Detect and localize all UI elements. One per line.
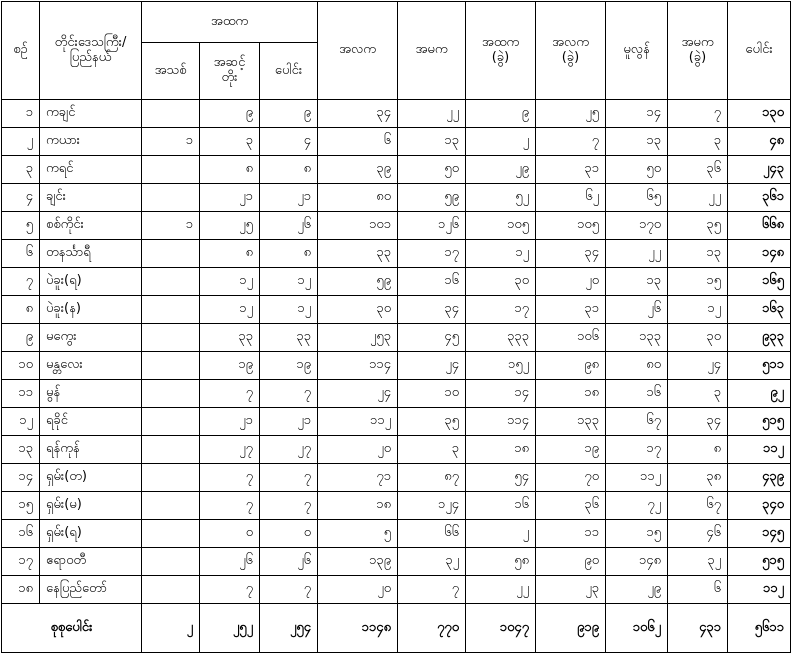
table-cell: ၂၅၃ <box>318 324 398 352</box>
table-cell: ၃ <box>398 436 466 464</box>
total-cell: ၄၃၁ <box>668 604 728 653</box>
table-cell: ၁၃၉ <box>318 548 398 576</box>
table-cell: ၇ <box>668 100 728 128</box>
table-cell <box>142 492 200 520</box>
table-cell: ၂၇ <box>200 436 260 464</box>
header-col: ပေါင်း <box>728 2 791 100</box>
row-number: ၅ <box>2 212 40 240</box>
row-number: ၁၀ <box>2 352 40 380</box>
table-cell: ၄ <box>260 128 318 156</box>
table-cell: ၃၃ <box>260 324 318 352</box>
table-row <box>2 492 791 520</box>
table-cell: ၁၄ <box>606 100 668 128</box>
header-sub: အဆင့်တိုး <box>200 43 260 100</box>
region-name: မန္တလေး <box>40 352 142 380</box>
table-cell: ၃၆ <box>668 156 728 184</box>
row-total-cell: ၁၄၈ <box>728 240 791 268</box>
table-cell: ၃၄ <box>398 296 466 324</box>
table-cell <box>142 408 200 436</box>
row-number: ၉ <box>2 324 40 352</box>
table-cell: ၁၉ <box>200 352 260 380</box>
table-cell: ၁၈ <box>318 492 398 520</box>
region-name: ရှမ်း(တ) <box>40 464 142 492</box>
row-number: ၁၈ <box>2 576 40 604</box>
table-cell: ၁၈ <box>466 436 536 464</box>
region-name: စစ်ကိုင်း <box>40 212 142 240</box>
table-cell: ၁၇ <box>606 436 668 464</box>
table-cell: ၁၃၃ <box>536 408 606 436</box>
table-cell: ၈ <box>200 156 260 184</box>
table-cell: ၈ <box>260 240 318 268</box>
table-cell: ၉၈ <box>536 352 606 380</box>
table-cell: ၃၈ <box>668 464 728 492</box>
total-cell: ၁၀၄၇ <box>466 604 536 653</box>
table-cell: ၅၄ <box>466 464 536 492</box>
table-cell: ၃၁ <box>536 296 606 324</box>
table-cell: ၃၄ <box>318 100 398 128</box>
table-cell <box>142 184 200 212</box>
row-number: ၆ <box>2 240 40 268</box>
row-total-cell: ၁၆၅ <box>728 268 791 296</box>
header-group: အထက <box>142 2 318 43</box>
table-cell: ၃၃ <box>200 324 260 352</box>
row-total-cell: ၁၁၂ <box>728 576 791 604</box>
table-header <box>2 2 791 100</box>
table-cell: ၁၆ <box>606 380 668 408</box>
row-total-cell: ၁၄၅ <box>728 520 791 548</box>
table-cell: ၅၂ <box>466 184 536 212</box>
row-total-cell: ၂၄၃ <box>728 156 791 184</box>
total-cell: ၇၇၀ <box>398 604 466 653</box>
table-cell: ၂၁ <box>260 184 318 212</box>
table-body <box>2 100 791 653</box>
table-cell: ၂ <box>466 128 536 156</box>
table-cell: ၁၈ <box>536 380 606 408</box>
region-name: မကွေး <box>40 324 142 352</box>
table-cell: ၇၁ <box>318 464 398 492</box>
row-number: ၁၁ <box>2 380 40 408</box>
region-name: ပဲခူး(ရ) <box>40 268 142 296</box>
table-cell: ၈ <box>260 156 318 184</box>
table-cell: ၁၂ <box>260 268 318 296</box>
table-cell: ၃ <box>200 128 260 156</box>
region-name: ကရင် <box>40 156 142 184</box>
table-cell: ၈၇ <box>398 464 466 492</box>
table-row <box>2 436 791 464</box>
table-cell: ၆၇ <box>606 408 668 436</box>
region-name: ပဲခူး(န) <box>40 296 142 324</box>
header-col: မူလွန် <box>606 2 668 100</box>
table-cell: ၇ <box>260 464 318 492</box>
table-cell: ၇ <box>536 128 606 156</box>
table-cell: ၃၁ <box>536 156 606 184</box>
table-row <box>2 212 791 240</box>
table-cell: ၂၉ <box>466 156 536 184</box>
table-cell: ၇ <box>200 464 260 492</box>
table-cell: ၁၀၅ <box>466 212 536 240</box>
header-col: အမက <box>398 2 466 100</box>
table-cell: ၂၀ <box>318 576 398 604</box>
table-cell: ၁၇၀ <box>606 212 668 240</box>
table-cell: ၂၃ <box>536 576 606 604</box>
table-row <box>2 296 791 324</box>
table-cell: ၇ <box>200 492 260 520</box>
table-cell: ၃ <box>668 380 728 408</box>
row-total-cell: ၅၁၅ <box>728 408 791 436</box>
table-cell: ၂၄ <box>318 380 398 408</box>
table-cell: ၃၅ <box>668 212 728 240</box>
table-cell <box>142 436 200 464</box>
table-cell: ၂၁ <box>200 184 260 212</box>
row-total-cell: ၆၆၈ <box>728 212 791 240</box>
table-cell: ၇၂ <box>606 492 668 520</box>
table-cell: ၃၄ <box>536 240 606 268</box>
table-cell: ၅၈ <box>466 548 536 576</box>
total-row <box>2 604 791 653</box>
table-cell: ၉ <box>200 100 260 128</box>
table-cell: ၁၃ <box>606 268 668 296</box>
row-total-cell: ၃၄၀ <box>728 492 791 520</box>
table-cell: ၁၁၄ <box>466 408 536 436</box>
table-row <box>2 352 791 380</box>
row-total-cell: ၄၃၉ <box>728 464 791 492</box>
table-cell: ၃ <box>668 128 728 156</box>
row-number: ၁၇ <box>2 548 40 576</box>
table-cell: ၃၀ <box>318 296 398 324</box>
table-cell: ၂၆ <box>606 296 668 324</box>
table-cell: ၂၆ <box>200 548 260 576</box>
table-cell: ၁၀ <box>398 380 466 408</box>
header-sub: ပေါင်း <box>260 43 318 100</box>
table-cell: ၂၂ <box>606 240 668 268</box>
row-number: ၁၄ <box>2 464 40 492</box>
header-col: အထက (ခွဲ) <box>466 2 536 100</box>
table-cell <box>142 240 200 268</box>
table-cell: ၁ <box>142 128 200 156</box>
table-cell: ၁၅၂ <box>466 352 536 380</box>
header-no: စဉ် <box>2 2 40 100</box>
header-col: အလက (ခွဲ) <box>536 2 606 100</box>
region-name: ဧရာဝတီ <box>40 548 142 576</box>
table-cell: ၁၀၁ <box>318 212 398 240</box>
table-cell: ၁၄ <box>466 380 536 408</box>
table-row <box>2 184 791 212</box>
table-cell: ၈၀ <box>606 352 668 380</box>
table-cell: ၁၂၆ <box>398 212 466 240</box>
table-cell: ၁၄၈ <box>606 548 668 576</box>
table-cell: ၃၉ <box>318 156 398 184</box>
table-cell: ၁၀၆ <box>536 324 606 352</box>
row-number: ၈ <box>2 296 40 324</box>
table-cell: ၁၆ <box>466 492 536 520</box>
table-cell: ၂၄ <box>668 352 728 380</box>
table-cell: ၉ <box>466 100 536 128</box>
header-region: တိုင်းဒေသကြီး/ ပြည်နယ် <box>40 2 142 100</box>
region-name: ချင်း <box>40 184 142 212</box>
total-cell: ၉၁၉ <box>536 604 606 653</box>
table-cell <box>142 156 200 184</box>
row-total-cell: ၉၃၃ <box>728 324 791 352</box>
table-cell <box>142 352 200 380</box>
row-total-cell: ၉၂ <box>728 380 791 408</box>
table-cell: ၁၂ <box>668 296 728 324</box>
region-name: ရန်ကုန် <box>40 436 142 464</box>
row-number: ၁၃ <box>2 436 40 464</box>
table-cell <box>142 324 200 352</box>
table-cell: ၁၇ <box>398 240 466 268</box>
region-name: တနင်္သာရီ <box>40 240 142 268</box>
table-cell: ၆ <box>668 576 728 604</box>
table-cell: ၃၅ <box>398 408 466 436</box>
header-col: အလက <box>318 2 398 100</box>
table-cell: ၃၂ <box>668 548 728 576</box>
table-cell: ၁၂၄ <box>398 492 466 520</box>
header-col: အမက (ခွဲ) <box>668 2 728 100</box>
table-row <box>2 268 791 296</box>
table-cell: ၂၅ <box>536 100 606 128</box>
table-cell: ၁၁၄ <box>318 352 398 380</box>
region-name: ရှမ်း(မ) <box>40 492 142 520</box>
row-total-cell: ၁၁၂ <box>728 436 791 464</box>
table-cell <box>142 520 200 548</box>
region-name: ရှမ်း(ရ) <box>40 520 142 548</box>
region-name: မွန် <box>40 380 142 408</box>
row-number: ၁ <box>2 100 40 128</box>
row-total-cell: ၃၆၁ <box>728 184 791 212</box>
row-number: ၃ <box>2 156 40 184</box>
table-cell: ၄၅ <box>398 324 466 352</box>
table-cell: ၂၂ <box>668 184 728 212</box>
table-row <box>2 576 791 604</box>
table-cell: ၅ <box>318 520 398 548</box>
table-cell: ၂၆ <box>260 212 318 240</box>
table-cell: ၁၂ <box>200 296 260 324</box>
total-cell: ၅၆၁၁ <box>728 604 791 653</box>
table-cell: ၅၀ <box>398 156 466 184</box>
table-cell: ၅၉ <box>398 184 466 212</box>
region-name: ကချင် <box>40 100 142 128</box>
region-name: နေပြည်တော် <box>40 576 142 604</box>
row-number: ၁၆ <box>2 520 40 548</box>
table-cell: ၇ <box>398 576 466 604</box>
table-cell: ၁၅ <box>606 520 668 548</box>
table-cell: ၅၀ <box>606 156 668 184</box>
table-cell <box>142 548 200 576</box>
table-cell: ၁၉ <box>260 352 318 380</box>
table-cell: ၉၀ <box>536 548 606 576</box>
table-cell: ၀ <box>200 520 260 548</box>
table-cell: ၂၂ <box>466 576 536 604</box>
table-cell: ၁၁၂ <box>606 464 668 492</box>
table-cell: ၃၄ <box>668 408 728 436</box>
table-cell: ၄၆ <box>668 520 728 548</box>
row-number: ၄ <box>2 184 40 212</box>
table-cell: ၃၃၃ <box>466 324 536 352</box>
table-cell: ၁၉ <box>536 436 606 464</box>
table-cell: ၁၃၃ <box>606 324 668 352</box>
table-row <box>2 100 791 128</box>
table-row <box>2 324 791 352</box>
table-row <box>2 408 791 436</box>
table-cell: ၁၂ <box>200 268 260 296</box>
table-cell <box>142 576 200 604</box>
table-cell: ၂ <box>466 520 536 548</box>
table-row <box>2 240 791 268</box>
table-row <box>2 156 791 184</box>
row-total-cell: ၅၁၁ <box>728 352 791 380</box>
header-sub: အသစ် <box>142 43 200 100</box>
table-cell: ၁၁၂ <box>318 408 398 436</box>
table-cell: ၇ <box>200 380 260 408</box>
statistics-table <box>1 1 791 653</box>
table-cell: ၃၀ <box>466 268 536 296</box>
table-cell: ၈ <box>200 240 260 268</box>
row-total-cell: ၅၁၅ <box>728 548 791 576</box>
table-cell: ၁ <box>142 212 200 240</box>
row-number: ၂ <box>2 128 40 156</box>
table-cell: ၆၂ <box>536 184 606 212</box>
region-name: ရခိုင် <box>40 408 142 436</box>
table-row <box>2 548 791 576</box>
table-cell <box>142 268 200 296</box>
table-cell: ၂၁ <box>260 408 318 436</box>
table-cell: ၂၁ <box>200 408 260 436</box>
table-cell: ၇ <box>260 380 318 408</box>
table-cell: ၁၃ <box>668 240 728 268</box>
table-row <box>2 520 791 548</box>
table-cell: ၆ <box>318 128 398 156</box>
table-cell: ၇၀ <box>536 464 606 492</box>
table-cell: ၂၂ <box>398 100 466 128</box>
table-row <box>2 464 791 492</box>
table-cell: ၇ <box>200 576 260 604</box>
table-cell: ၂၀ <box>536 268 606 296</box>
table-cell <box>142 296 200 324</box>
table-cell: ၁၂ <box>260 296 318 324</box>
table-cell: ၇ <box>260 492 318 520</box>
table-cell: ၃၆ <box>536 492 606 520</box>
table-cell: ၉ <box>260 100 318 128</box>
table-cell: ၀ <box>260 520 318 548</box>
total-cell: ၂၅၂ <box>200 604 260 653</box>
total-label: စုစုပေါင်း <box>2 604 142 653</box>
table-cell: ၈၀ <box>318 184 398 212</box>
total-cell: ၂ <box>142 604 200 653</box>
table-cell: ၃၀ <box>668 324 728 352</box>
table-cell: ၆၇ <box>668 492 728 520</box>
table-cell: ၆၆ <box>398 520 466 548</box>
table-cell <box>142 464 200 492</box>
table-cell: ၅၉ <box>318 268 398 296</box>
table-cell: ၁၁ <box>536 520 606 548</box>
row-total-cell: ၁၃၀ <box>728 100 791 128</box>
table-cell <box>142 100 200 128</box>
table-cell: ၂၅ <box>200 212 260 240</box>
total-cell: ၁၀၆၂ <box>606 604 668 653</box>
table-cell: ၂၇ <box>260 436 318 464</box>
row-total-cell: ၄၈ <box>728 128 791 156</box>
table-cell: ၁၆ <box>398 268 466 296</box>
table-cell: ၂၄ <box>398 352 466 380</box>
table-cell: ၆၅ <box>606 184 668 212</box>
table-cell: ၁၅ <box>668 268 728 296</box>
row-number: ၇ <box>2 268 40 296</box>
table-cell: ၇ <box>260 576 318 604</box>
row-number: ၁၅ <box>2 492 40 520</box>
table-row <box>2 128 791 156</box>
row-number: ၁၂ <box>2 408 40 436</box>
table-cell: ၃၃ <box>318 240 398 268</box>
total-cell: ၁၁၄၈ <box>318 604 398 653</box>
table-cell: ၈ <box>668 436 728 464</box>
table-cell: ၂၉ <box>606 576 668 604</box>
table-cell: ၂၆ <box>260 548 318 576</box>
table-cell: ၁၃ <box>606 128 668 156</box>
total-cell: ၂၅၄ <box>260 604 318 653</box>
table-cell: ၁၀၅ <box>536 212 606 240</box>
row-total-cell: ၁၆၃ <box>728 296 791 324</box>
table-row <box>2 380 791 408</box>
table-cell <box>142 380 200 408</box>
table-cell: ၃၂ <box>398 548 466 576</box>
table-cell: ၁၂ <box>466 240 536 268</box>
region-name: ကယား <box>40 128 142 156</box>
table-cell: ၁၃ <box>398 128 466 156</box>
table-cell: ၁၇ <box>466 296 536 324</box>
table-cell: ၂၀ <box>318 436 398 464</box>
